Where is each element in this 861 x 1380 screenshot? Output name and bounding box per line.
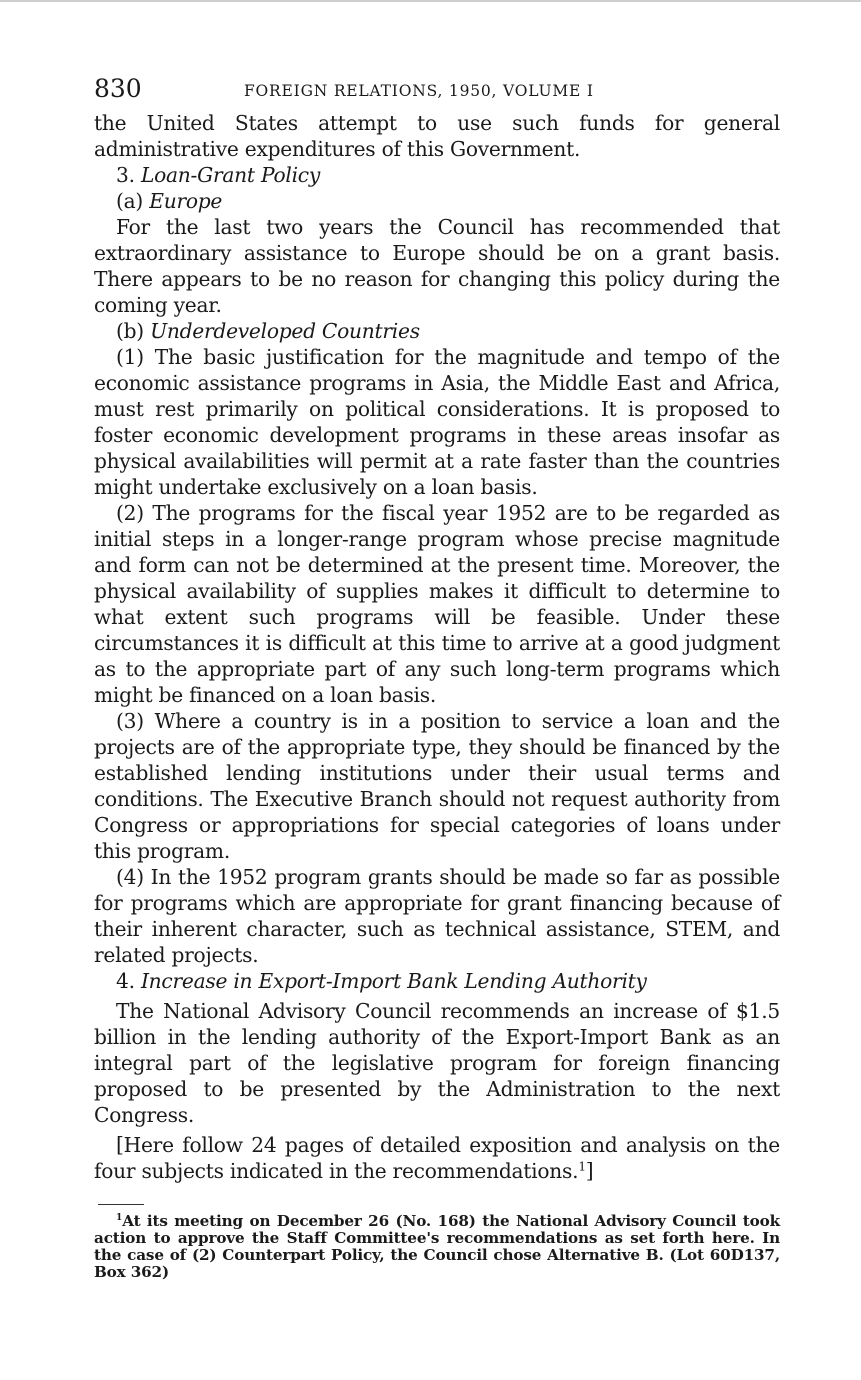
subheading-europe (94, 188, 780, 214)
paragraph-editorial-note (94, 1132, 780, 1184)
paragraph-recommendation: The National Advisory Council recommends an increase of $1.5 billion in the lending authority of the Export-Import Bank as an integral part of the legislative program for foreign financing proposed to be presented by the Administration to the next Congress. (94, 999, 780, 1127)
section-title: Loan-Grant Policy (140, 163, 320, 187)
editorial-note-text: [Here follow 24 pages of detailed exposition and analysis on the four subjects indicated in the recommendations. (94, 1133, 780, 1183)
paragraph-point-1: (1) The basic justification for the magnitude and tempo of the economic assistance programs in Asia, the Middle East and Africa, must rest primarily on political considerations. It is proposed to foster economic development programs in these areas insofar as physical availabilities will permit at a rate faster than the countries might undertake exclusively on a loan basis. (94, 345, 780, 499)
section-number: 3. (116, 163, 135, 187)
subheading-title: Underdeveloped Countries (150, 319, 420, 343)
footnotes (94, 1213, 780, 1281)
section-title: Increase in Export-Import Bank Lending Authority (140, 969, 647, 993)
subheading-label: (a) (116, 189, 144, 213)
body-text (94, 110, 780, 1184)
footnote-reference[interactable]: 1 (578, 1159, 586, 1174)
page-header (94, 74, 780, 110)
subheading-underdeveloped-countries (94, 318, 780, 344)
section-heading-loan-grant-policy (94, 162, 780, 188)
page-number: 830 (94, 74, 142, 103)
document-page (94, 74, 780, 1281)
running-title: FOREIGN RELATIONS, 1950, VOLUME I (244, 82, 594, 100)
section-number: 4. (116, 969, 135, 993)
footnote-marker: 1 (116, 1211, 123, 1223)
editorial-note-close: ] (585, 1159, 594, 1183)
paragraph-point-2: (2) The programs for the fiscal year 1952 are to be regarded as initial steps in a longer-range program whose precise magnitude and form can not be determined at the present time. Moreover, the physical availability of supplies makes it difficult to determine to what extent such programs will be feasible. Under these circumstances it is difficult at this time to arrive at a good judgment as to the appropriate part of any such long-term programs which might be financed on a loan basis. (94, 501, 780, 707)
paragraph-point-4: (4) In the 1952 program grants should be made so far as possible for programs which are appropriate for grant financing because of their inherent character, such as technical assistance, STEM, and related projects. (94, 865, 780, 967)
paragraph-europe: For the last two years the Council has recommended that extraordinary assistance to Europe should be on a grant basis. There appears to be no reason for changing this policy during the coming year. (94, 215, 780, 317)
page-top-edge (0, 0, 861, 2)
footnote-text: At its meeting on December 26 (No. 168) the National Advisory Council took action to approve the Staff Committee's recommendations as set forth here. In the case of (2) Counterpart Policy, the Council chose Alternative B. (Lot 60D137, Box 362) (94, 1212, 780, 1281)
paragraph-point-3: (3) Where a country is in a position to service a loan and the projects are of the appropriate type, they should be financed by the established lending institutions under their usual terms and conditions. The Executive Branch should not request authority from Congress or appropriations for special categories of loans under this program. (94, 709, 780, 863)
subheading-title: Europe (149, 189, 223, 213)
subheading-label: (b) (116, 319, 144, 343)
footnote (94, 1213, 780, 1281)
section-heading-export-import-bank (94, 968, 780, 994)
footnote-divider (98, 1204, 144, 1205)
paragraph-continuation: the United States attempt to use such funds for general administrative expenditures of this Government. (94, 111, 780, 161)
